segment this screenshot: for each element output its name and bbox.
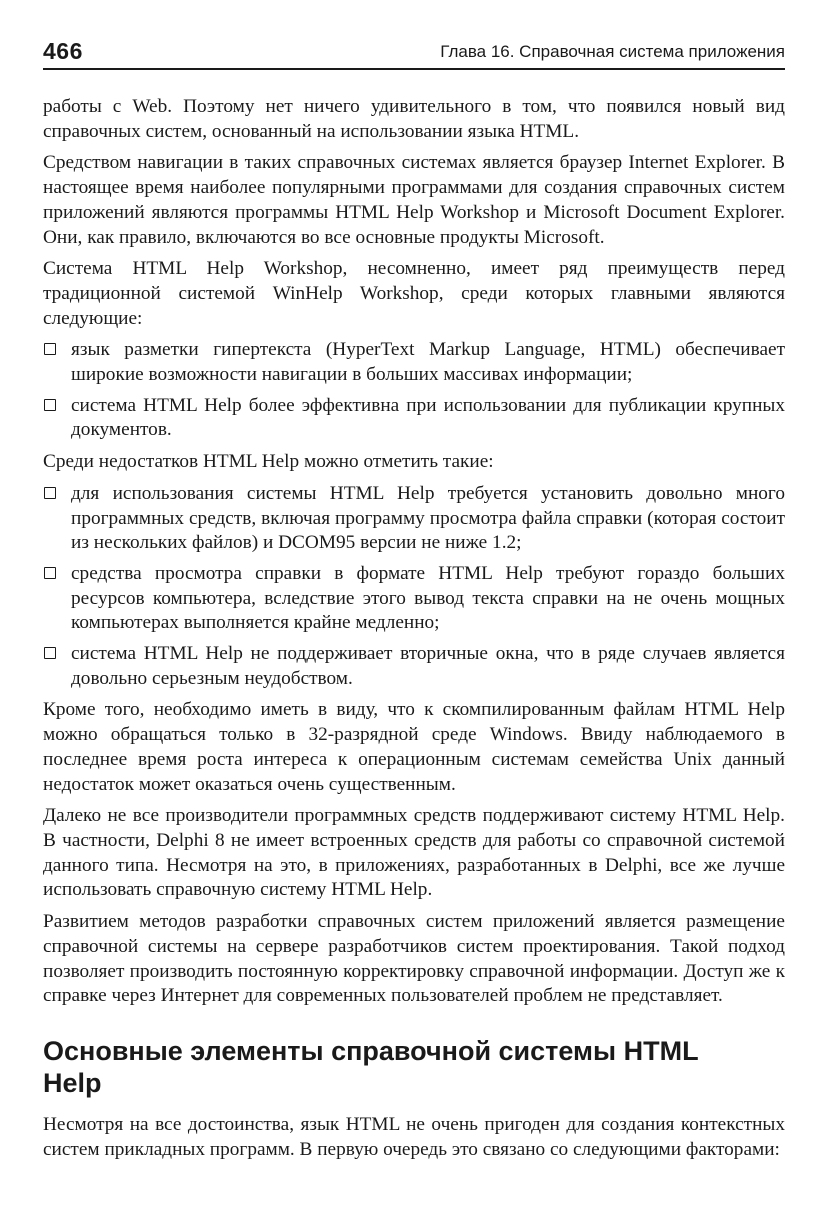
checkbox-bullet-icon	[44, 567, 56, 579]
advantages-list	[43, 338, 785, 443]
page-number: 466	[43, 38, 83, 64]
checkbox-bullet-icon	[44, 399, 56, 411]
running-title: Глава 16. Справочная система приложения	[440, 42, 785, 61]
page-header	[43, 38, 785, 70]
list-item	[43, 642, 785, 691]
page-body	[43, 95, 785, 1169]
list-item	[43, 482, 785, 556]
paragraph: Система HTML Help Workshop, несомненно, имеет ряд преимуществ перед традиционной системой WinHelp Workshop, среди которых главными являются следующие:	[43, 258, 785, 329]
paragraph: работы с Web. Поэтому нет ничего удивительного в том, что появился новый вид справочных систем, основанный на использовании языка HTML.	[43, 96, 785, 142]
list-item-text: система HTML Help не поддерживает вторичные окна, что в ряде случаев является довольно серьезным неудобством.	[71, 643, 785, 689]
list-item	[43, 562, 785, 636]
paragraph: Далеко не все производители программных средств поддерживают систему HTML Help. В частности, Delphi 8 не имеет встроенных средств для работы со справочной системой данного типа. Несмотря на это, в приложениях, разработанных в Delphi, все же лучше использовать справочную систему HTML Help.	[43, 805, 785, 901]
checkbox-bullet-icon	[44, 487, 56, 499]
list-item-text: система HTML Help более эффективна при использовании для публикации крупных документов.	[71, 394, 785, 441]
list-item-text: средства просмотра справки в формате HTML Help требуют гораздо больших ресурсов компьютера, вследствие этого вывод текста справки на не очень мощных компьютерах выполняется крайне медленно;	[71, 562, 785, 634]
paragraph: Среди недостатков HTML Help можно отметить такие:	[43, 451, 494, 473]
paragraph: Несмотря на все достоинства, язык HTML не очень пригоден для создания контекстных систем прикладных программ. В первую очередь это связано со следующими факторами:	[43, 1113, 785, 1160]
list-item	[43, 338, 785, 387]
paragraph: Развитием методов разработки справочных систем приложений является размещение справочной системы на сервере разработчиков систем проектирования. Такой подход позволяет производить постоянную корректировку справочной информации. Доступ же к справке через Интернет для современных пользователей проблем не представляет.	[43, 911, 785, 1007]
checkbox-bullet-icon	[44, 647, 56, 659]
paragraph: Средством навигации в таких справочных системах является браузер Internet Explorer. В настоящее время наиболее популярными программами для создания справочных систем приложений являются программы HTML Help Workshop и Microsoft Document Explorer. Они, как правило, включаются во все основные продукты Microsoft.	[43, 152, 785, 248]
checkbox-bullet-icon	[44, 343, 56, 355]
section-heading: Основные элементы справочной системы HTML Help	[43, 1035, 699, 1098]
list-item-text: язык разметки гипертекста (HyperText Markup Language, HTML) обеспечивает широкие возможности навигации в больших массивах информации;	[71, 339, 785, 386]
list-item-text: для использования системы HTML Help требуется установить довольно много программных средств, включая программу просмотра файла справки (которая состоит из нескольких файлов) и DCOM95 версии не ниже 1.2;	[71, 482, 785, 554]
disadvantages-list	[43, 482, 785, 692]
paragraph: Кроме того, необходимо иметь в виду, что к скомпилированным файлам HTML Help можно обращаться только в 32-разрядной среде Windows. Ввиду наблюдаемого в последнее время роста интереса к операционным системам семейства Unix данный недостаток может оказаться очень существенным.	[43, 699, 785, 795]
list-item	[43, 394, 785, 443]
